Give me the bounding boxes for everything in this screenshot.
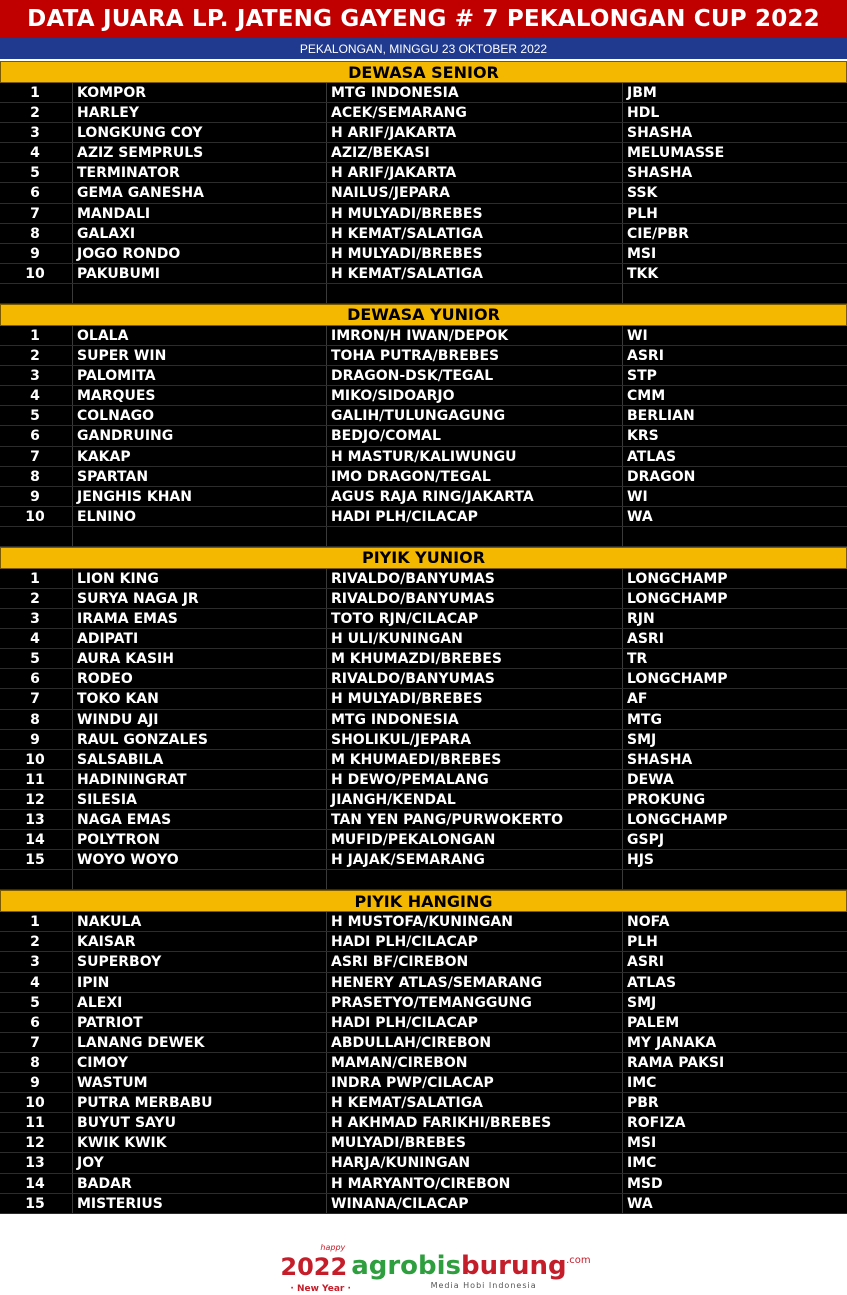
team-cell: CMM — [627, 388, 666, 405]
team-cell: PBR — [627, 1095, 659, 1112]
rank-cell: 9 — [0, 1073, 73, 1092]
table-row — [0, 1174, 847, 1194]
empty-cell — [327, 870, 623, 889]
table-row — [0, 447, 847, 467]
bird-name-cell: LANANG DEWEK — [73, 1033, 327, 1052]
bird-name-cell: SUPER WIN — [73, 346, 327, 365]
bird-name-cell: LONGKUNG COY — [73, 123, 327, 142]
rank-cell: 6 — [0, 426, 73, 445]
team-cell: DEWA — [627, 771, 674, 788]
rank-cell: 2 — [0, 346, 73, 365]
owner-cell: M KHUMAZDI/BREBES — [327, 649, 623, 668]
owner-cell: H MULYADI/BREBES — [327, 244, 623, 263]
table-row — [0, 830, 847, 850]
table-row — [0, 609, 847, 629]
table-row — [0, 346, 847, 366]
rank-cell: 13 — [0, 810, 73, 829]
rank-cell: 2 — [0, 932, 73, 951]
table-row — [0, 224, 847, 244]
owner-cell: HADI PLH/CILACAP — [327, 507, 623, 526]
team-cell: GSPJ — [627, 832, 665, 849]
owner-cell: ABDULLAH/CIREBON — [327, 1033, 623, 1052]
team-cell: LONGCHAMP — [627, 812, 728, 828]
bird-name-cell: OLALA — [73, 326, 327, 345]
rank-cell: 8 — [0, 467, 73, 486]
team-cell: PALEM — [627, 1014, 680, 1031]
bird-name-cell: KAISAR — [73, 932, 327, 951]
table-row — [0, 1073, 847, 1093]
team-cell: SMJ — [627, 731, 657, 748]
owner-cell: ACEK/SEMARANG — [327, 103, 623, 122]
team-cell: SMJ — [627, 994, 657, 1011]
owner-cell: HADI PLH/CILACAP — [327, 1013, 623, 1032]
bird-name-cell: PALOMITA — [73, 366, 327, 385]
team-cell: CIE/PBR — [627, 225, 689, 242]
table-row — [0, 103, 847, 123]
table-row — [0, 83, 847, 103]
table-row — [0, 426, 847, 446]
rank-cell: 3 — [0, 609, 73, 628]
owner-cell: IMO DRAGON/TEGAL — [327, 467, 623, 486]
table-row — [0, 507, 847, 527]
table-row — [0, 1013, 847, 1033]
bird-name-cell: GEMA GANESHA — [73, 183, 327, 202]
team-cell: RJN — [627, 611, 655, 628]
owner-cell: HADI PLH/CILACAP — [327, 932, 623, 951]
table-row — [0, 366, 847, 386]
owner-cell: RIVALDO/BANYUMAS — [327, 589, 623, 608]
empty-cell — [0, 870, 73, 889]
table-row — [0, 750, 847, 770]
bird-name-cell: ALEXI — [73, 993, 327, 1012]
team-cell: ATLAS — [627, 974, 677, 991]
rank-cell: 14 — [0, 830, 73, 849]
team-cell: HDL — [627, 105, 660, 122]
team-cell: AF — [627, 691, 648, 708]
owner-cell: TOHA PUTRA/BREBES — [327, 346, 623, 365]
team-cell: WI — [627, 327, 648, 344]
owner-cell: H ULI/KUNINGAN — [327, 629, 623, 648]
bird-name-cell: SUPERBOY — [73, 952, 327, 971]
rank-cell: 10 — [0, 1093, 73, 1112]
rank-cell: 9 — [0, 487, 73, 506]
table-row — [0, 810, 847, 830]
team-cell: TKK — [627, 265, 659, 282]
section-header: DEWASA YUNIOR — [0, 304, 847, 326]
owner-cell: MIKO/SIDOARJO — [327, 386, 623, 405]
team-cell: HJS — [627, 852, 655, 869]
owner-cell: H KEMAT/SALATIGA — [327, 1093, 623, 1112]
bird-name-cell: KAKAP — [73, 447, 327, 466]
table-row — [0, 1093, 847, 1113]
rank-cell: 5 — [0, 163, 73, 182]
owner-cell: ASRI BF/CIREBON — [327, 952, 623, 971]
rank-cell: 7 — [0, 1033, 73, 1052]
owner-cell: H DEWO/PEMALANG — [327, 770, 623, 789]
empty-cell — [73, 870, 327, 889]
team-cell: STP — [627, 368, 657, 385]
table-row — [0, 689, 847, 709]
owner-cell: H MARYANTO/CIREBON — [327, 1174, 623, 1193]
bird-name-cell: COLNAGO — [73, 406, 327, 425]
team-cell: IMC — [627, 1155, 657, 1172]
bird-name-cell: RAUL GONZALES — [73, 730, 327, 749]
rank-cell: 1 — [0, 326, 73, 345]
owner-cell: SHOLIKUL/JEPARA — [327, 730, 623, 749]
owner-cell: MTG INDONESIA — [327, 710, 623, 729]
team-cell: SHASHA — [627, 165, 693, 182]
owner-cell: BEDJO/COMAL — [327, 426, 623, 445]
table-row — [0, 1153, 847, 1173]
team-cell: SSK — [627, 185, 658, 202]
rank-cell: 7 — [0, 689, 73, 708]
bird-name-cell: JOY — [73, 1153, 327, 1172]
empty-cell — [623, 284, 847, 303]
rank-cell: 6 — [0, 1013, 73, 1032]
rank-cell: 7 — [0, 204, 73, 223]
bird-name-cell: PAKUBUMI — [73, 264, 327, 283]
bird-name-cell: SALSABILA — [73, 750, 327, 769]
team-cell: ASRI — [627, 631, 664, 648]
table-row — [0, 730, 847, 750]
table-row — [0, 993, 847, 1013]
bird-name-cell: IRAMA EMAS — [73, 609, 327, 628]
owner-cell: PRASETYO/TEMANGGUNG — [327, 993, 623, 1012]
team-cell: MELUMASSE — [627, 145, 725, 162]
bird-name-cell: JENGHIS KHAN — [73, 487, 327, 506]
table-row — [0, 649, 847, 669]
team-cell: ATLAS — [627, 448, 677, 465]
team-cell: WA — [627, 508, 653, 525]
rank-cell: 10 — [0, 507, 73, 526]
logo-brand-red: burung — [461, 1250, 567, 1281]
team-cell: KRS — [627, 428, 659, 445]
rank-cell: 3 — [0, 366, 73, 385]
rank-cell: 12 — [0, 790, 73, 809]
owner-cell: IMRON/H IWAN/DEPOK — [327, 326, 623, 345]
rank-cell: 13 — [0, 1153, 73, 1172]
bird-name-cell: AURA KASIH — [73, 649, 327, 668]
empty-cell — [327, 527, 623, 546]
owner-cell: H KEMAT/SALATIGA — [327, 264, 623, 283]
owner-cell: NAILUS/JEPARA — [327, 183, 623, 202]
table-row — [0, 710, 847, 730]
table-row — [0, 912, 847, 932]
rank-cell: 8 — [0, 710, 73, 729]
bird-name-cell: PUTRA MERBABU — [73, 1093, 327, 1112]
owner-cell: M KHUMAEDI/BREBES — [327, 750, 623, 769]
team-cell: MSI — [627, 245, 657, 262]
table-row — [0, 123, 847, 143]
results-table — [0, 61, 847, 1214]
team-cell: NOFA — [627, 914, 670, 931]
footer — [0, 1236, 847, 1295]
team-cell: MY JANAKA — [627, 1034, 717, 1051]
bird-name-cell: PATRIOT — [73, 1013, 327, 1032]
table-row — [0, 790, 847, 810]
empty-cell — [73, 527, 327, 546]
bird-name-cell: GANDRUING — [73, 426, 327, 445]
empty-cell — [0, 284, 73, 303]
table-row — [0, 932, 847, 952]
logo-dotcom: .com — [566, 1254, 591, 1266]
bird-name-cell: RODEO — [73, 669, 327, 688]
bird-name-cell: NAKULA — [73, 912, 327, 931]
bird-name-cell: NAGA EMAS — [73, 810, 327, 829]
table-row — [0, 1033, 847, 1053]
event-date: PEKALONGAN, MINGGU 23 OKTOBER 2022 — [0, 38, 847, 59]
bird-name-cell: IPIN — [73, 973, 327, 992]
team-cell: LONGCHAMP — [627, 570, 728, 587]
bird-name-cell: WOYO WOYO — [73, 850, 327, 869]
section-header: PIYIK HANGING — [0, 890, 847, 912]
bird-name-cell: LION KING — [73, 569, 327, 588]
rank-cell: 11 — [0, 770, 73, 789]
bird-name-cell: SPARTAN — [73, 467, 327, 486]
rank-cell: 15 — [0, 1194, 73, 1213]
team-cell: WA — [627, 1195, 653, 1212]
empty-cell — [623, 870, 847, 889]
bird-name-cell: ADIPATI — [73, 629, 327, 648]
team-cell: ASRI — [627, 348, 664, 365]
table-row — [0, 386, 847, 406]
team-cell: MTG — [627, 711, 662, 728]
owner-cell: WINANA/CILACAP — [327, 1194, 623, 1213]
team-cell: MSI — [627, 1135, 657, 1152]
bird-name-cell: SURYA NAGA JR — [73, 589, 327, 608]
rank-cell: 14 — [0, 1174, 73, 1193]
owner-cell: H MULYADI/BREBES — [327, 689, 623, 708]
bird-name-cell: ELNINO — [73, 507, 327, 526]
team-cell: WI — [627, 488, 648, 505]
owner-cell: MULYADI/BREBES — [327, 1133, 623, 1152]
blank-row — [0, 284, 847, 304]
rank-cell: 9 — [0, 244, 73, 263]
bird-name-cell: POLYTRON — [73, 830, 327, 849]
logo-new-year: · New Year · — [290, 1283, 351, 1294]
bird-name-cell: MARQUES — [73, 386, 327, 405]
team-cell: RAMA PAKSI — [627, 1054, 725, 1071]
rank-cell: 12 — [0, 1133, 73, 1152]
rank-cell: 2 — [0, 103, 73, 122]
rank-cell: 5 — [0, 993, 73, 1012]
blank-row — [0, 870, 847, 890]
team-cell: LONGCHAMP — [627, 590, 728, 607]
owner-cell: MAMAN/CIREBON — [327, 1053, 623, 1072]
page-title: DATA JUARA LP. JATENG GAYENG # 7 PEKALONGAN CUP 2022 — [0, 0, 847, 38]
rank-cell: 6 — [0, 669, 73, 688]
rank-cell: 1 — [0, 83, 73, 102]
team-cell: SHASHA — [627, 751, 693, 768]
rank-cell: 3 — [0, 952, 73, 971]
bird-name-cell: BUYUT SAYU — [73, 1113, 327, 1132]
team-cell: PLH — [627, 205, 658, 222]
logo-year: 2022 — [280, 1252, 348, 1281]
owner-cell: H MULYADI/BREBES — [327, 204, 623, 223]
rank-cell: 5 — [0, 649, 73, 668]
empty-cell — [327, 284, 623, 303]
owner-cell: H ARIF/JAKARTA — [327, 163, 623, 182]
table-row — [0, 163, 847, 183]
owner-cell: RIVALDO/BANYUMAS — [327, 669, 623, 688]
owner-cell: H AKHMAD FARIKHI/BREBES — [327, 1113, 623, 1132]
owner-cell: AZIZ/BEKASI — [327, 143, 623, 162]
owner-cell: MTG INDONESIA — [327, 83, 623, 102]
owner-cell: GALIH/TULUNGAGUNG — [327, 406, 623, 425]
bird-name-cell: CIMOY — [73, 1053, 327, 1072]
rank-cell: 1 — [0, 912, 73, 931]
rank-cell: 8 — [0, 1053, 73, 1072]
logo-brand-green: agrobis — [351, 1250, 462, 1281]
table-row — [0, 629, 847, 649]
rank-cell: 1 — [0, 569, 73, 588]
table-row — [0, 1133, 847, 1153]
section-header: DEWASA SENIOR — [0, 61, 847, 83]
rank-cell: 6 — [0, 183, 73, 202]
empty-cell — [623, 527, 847, 546]
bird-name-cell: AZIZ SEMPRULS — [73, 143, 327, 162]
rank-cell: 4 — [0, 629, 73, 648]
table-row — [0, 569, 847, 589]
table-row — [0, 770, 847, 790]
rank-cell: 7 — [0, 447, 73, 466]
rank-cell: 3 — [0, 123, 73, 142]
bird-name-cell: KWIK KWIK — [73, 1133, 327, 1152]
table-row — [0, 973, 847, 993]
bird-name-cell: TOKO KAN — [73, 689, 327, 708]
table-row — [0, 589, 847, 609]
empty-cell — [73, 284, 327, 303]
rank-cell: 15 — [0, 850, 73, 869]
owner-cell: H KEMAT/SALATIGA — [327, 224, 623, 243]
team-cell: JBM — [627, 85, 657, 101]
owner-cell: HARJA/KUNINGAN — [327, 1153, 623, 1172]
owner-cell: HENERY ATLAS/SEMARANG — [327, 973, 623, 992]
rank-cell: 10 — [0, 264, 73, 283]
owner-cell: MUFID/PEKALONGAN — [327, 830, 623, 849]
bird-name-cell: KOMPOR — [73, 83, 327, 102]
bird-name-cell: JOGO RONDO — [73, 244, 327, 263]
owner-cell: AGUS RAJA RING/JAKARTA — [327, 487, 623, 506]
bird-name-cell: WINDU AJI — [73, 710, 327, 729]
logo-happy-text: happy — [320, 1242, 346, 1252]
table-row — [0, 1194, 847, 1214]
bird-name-cell: MANDALI — [73, 204, 327, 223]
team-cell: BERLIAN — [627, 408, 695, 425]
rank-cell: 9 — [0, 730, 73, 749]
team-cell: DRAGON — [627, 468, 696, 485]
bird-name-cell: SILESIA — [73, 790, 327, 809]
owner-cell: H MUSTOFA/KUNINGAN — [327, 912, 623, 931]
owner-cell: H MASTUR/KALIWUNGU — [327, 447, 623, 466]
table-row — [0, 204, 847, 224]
owner-cell: H JAJAK/SEMARANG — [327, 850, 623, 869]
rank-cell: 8 — [0, 224, 73, 243]
owner-cell: DRAGON-DSK/TEGAL — [327, 366, 623, 385]
bird-name-cell: HARLEY — [73, 103, 327, 122]
team-cell: MSD — [627, 1175, 663, 1192]
rank-cell: 10 — [0, 750, 73, 769]
table-row — [0, 143, 847, 163]
table-row — [0, 264, 847, 284]
table-row — [0, 467, 847, 487]
rank-cell: 11 — [0, 1113, 73, 1132]
table-row — [0, 952, 847, 972]
bird-name-cell: MISTERIUS — [73, 1194, 327, 1213]
team-cell: TR — [627, 651, 648, 668]
team-cell: PLH — [627, 934, 658, 951]
bird-name-cell: BADAR — [73, 1174, 327, 1193]
team-cell: ASRI — [627, 954, 664, 971]
owner-cell: TAN YEN PANG/PURWOKERTO — [327, 810, 623, 829]
rank-cell: 5 — [0, 406, 73, 425]
team-cell: PROKUNG — [627, 791, 706, 808]
table-row — [0, 326, 847, 346]
table-row — [0, 669, 847, 689]
table-row — [0, 850, 847, 870]
table-row — [0, 1113, 847, 1133]
owner-cell: H ARIF/JAKARTA — [327, 123, 623, 142]
table-row — [0, 406, 847, 426]
empty-cell — [0, 527, 73, 546]
table-row — [0, 1053, 847, 1073]
section-header: PIYIK YUNIOR — [0, 547, 847, 569]
owner-cell: JIANGH/KENDAL — [327, 790, 623, 809]
bird-name-cell: WASTUM — [73, 1073, 327, 1092]
rank-cell: 4 — [0, 386, 73, 405]
team-cell: ROFIZA — [627, 1115, 686, 1132]
bird-name-cell: GALAXI — [73, 224, 327, 243]
team-cell: LONGCHAMP — [627, 671, 728, 688]
blank-row — [0, 527, 847, 547]
owner-cell: RIVALDO/BANYUMAS — [327, 569, 623, 588]
table-row — [0, 183, 847, 203]
logo-tagline: Media Hobi Indonesia — [430, 1280, 537, 1290]
team-cell: IMC — [627, 1075, 657, 1092]
table-row — [0, 487, 847, 507]
rank-cell: 2 — [0, 589, 73, 608]
table-row — [0, 244, 847, 264]
owner-cell: TOTO RJN/CILACAP — [327, 609, 623, 628]
rank-cell: 4 — [0, 973, 73, 992]
bird-name-cell: TERMINATOR — [73, 163, 327, 182]
bird-name-cell: HADININGRAT — [73, 770, 327, 789]
rank-cell: 4 — [0, 143, 73, 162]
team-cell: SHASHA — [627, 125, 693, 142]
agrobisburung-logo — [280, 1242, 591, 1294]
owner-cell: INDRA PWP/CILACAP — [327, 1073, 623, 1092]
